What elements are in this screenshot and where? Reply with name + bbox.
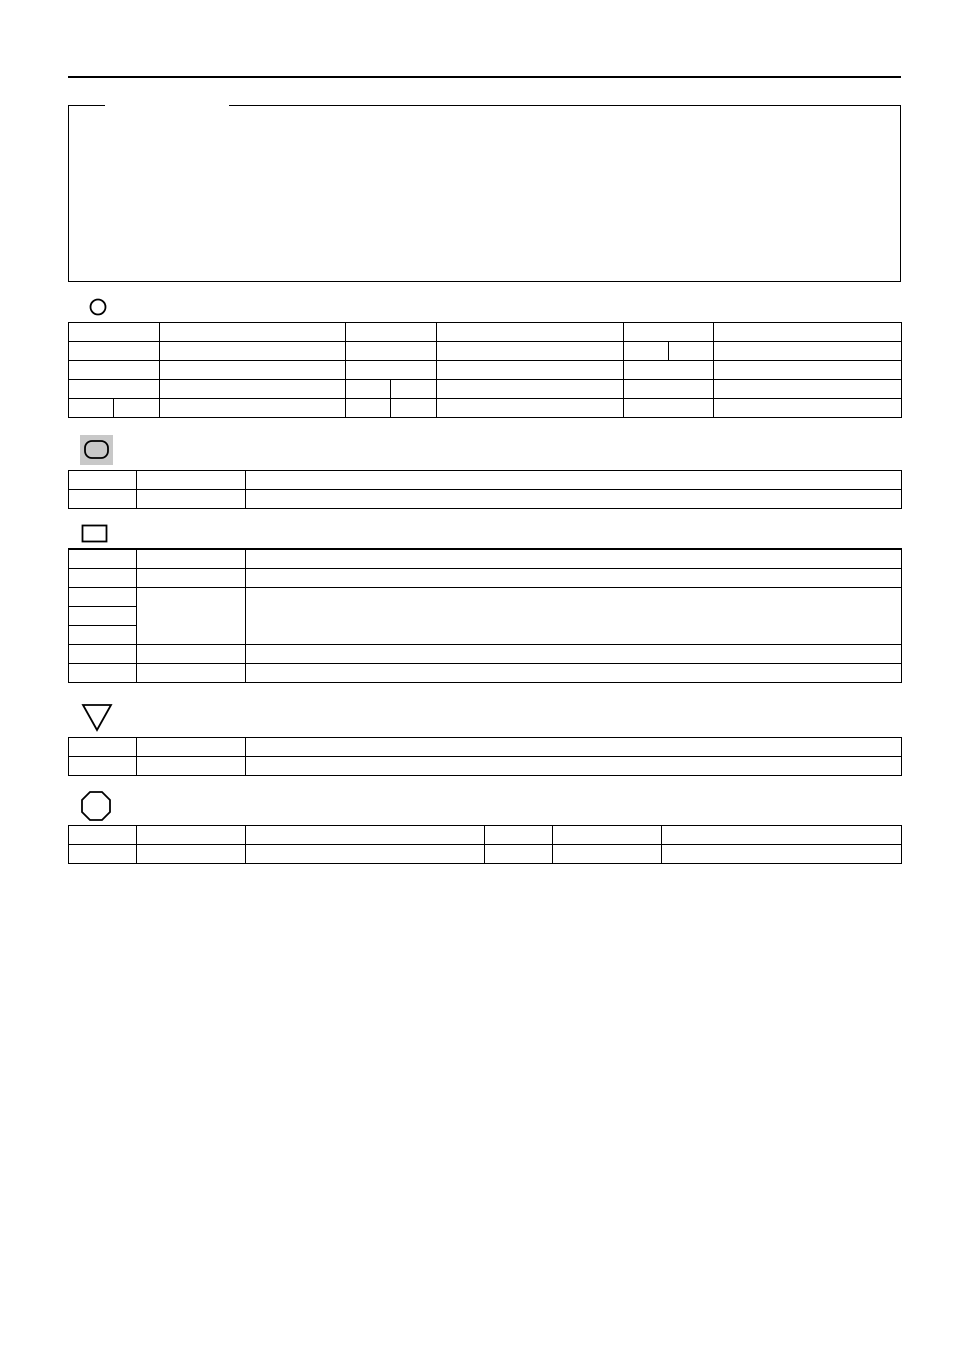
table-row	[69, 738, 902, 757]
table-row	[69, 757, 902, 776]
rectangle-table	[68, 548, 902, 683]
table-row	[69, 490, 902, 509]
circle-table	[68, 322, 902, 418]
rectangle-icon	[81, 524, 108, 543]
table-row	[69, 664, 902, 683]
table-row	[69, 569, 902, 588]
table-row	[69, 323, 902, 342]
table-row	[69, 399, 902, 418]
octagon-icon	[80, 790, 112, 822]
table-row	[69, 588, 902, 607]
table-row	[69, 645, 902, 664]
note-frame	[68, 105, 901, 282]
table-row	[69, 471, 902, 490]
octagon-table	[68, 825, 902, 864]
table-row	[69, 361, 902, 380]
table-row	[69, 826, 902, 845]
frame-title-gap	[105, 104, 229, 107]
table-row	[69, 845, 902, 864]
triangle-down-icon	[81, 703, 113, 732]
header-rule	[68, 76, 901, 78]
table-row	[69, 342, 902, 361]
rounded-rectangle-icon	[80, 435, 113, 465]
triangle-table	[68, 737, 902, 776]
circle-icon	[88, 297, 108, 317]
rounded-table	[68, 470, 902, 509]
table-row	[69, 549, 902, 569]
frame-body	[77, 114, 892, 273]
table-row	[69, 380, 902, 399]
